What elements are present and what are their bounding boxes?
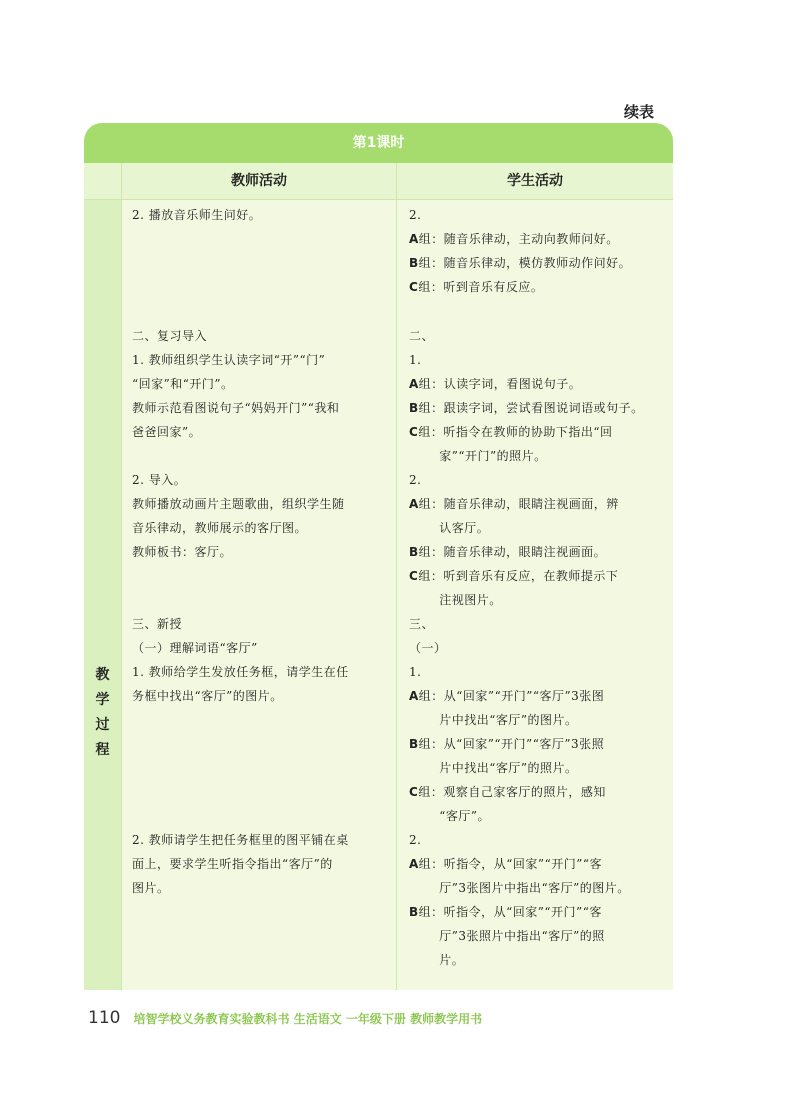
side-label-char: 学 (95, 692, 110, 708)
teacher-activity-3: 2. 导入。 教师播放动画片主题歌曲，组织学生随 音乐律动，教师展示的客厅图。 教师板书：客厅。 (132, 473, 345, 559)
side-label-char: 程 (95, 742, 110, 758)
student-activity-line: 片中找出“客厅”的照片。 (409, 761, 578, 775)
student-activity-4 (409, 612, 606, 828)
book-title: 培智学校义务教育实验教科书 生活语文 一年级下册 教师教学用书 (133, 1012, 483, 1026)
student-activity-line: B组：听指令，从“回家”“开门”“客 (409, 905, 602, 919)
continued-label: 续表 (623, 103, 654, 121)
student-activity-line: C组：听到音乐有反应，在教师提示下 (409, 569, 619, 583)
student-activity-line: B组：跟读字词，尝试看图说词语或句子。 (409, 401, 644, 415)
student-activity-line: 2. (409, 473, 422, 487)
student-activity-3 (409, 468, 619, 612)
student-activity-line: 1. (409, 353, 422, 367)
header-divider (84, 199, 673, 200)
student-activity-line: 三、 (409, 617, 435, 631)
teacher-activity-2: 二、复习导入 1. 教师组织学生认读字词“开”“门” “回家”和“开门”。 教师示范看图说句子“妈妈开门”“我和 爸爸回家”。 (132, 329, 340, 439)
teacher-activity-1: 2. 播放音乐师生问好。 (132, 208, 262, 222)
student-activity-line: 2. (409, 208, 422, 222)
student-activity-line: B组：随音乐律动，模仿教师动作问好。 (409, 256, 632, 270)
student-activity-line: 注视图片。 (409, 593, 502, 607)
student-activity-line: （一） (409, 641, 447, 655)
student-activity-line: “客厅”。 (409, 809, 490, 823)
column-divider (396, 163, 397, 990)
student-activity-line: 厅”3张照片中指出“客厅”的照 (409, 929, 605, 943)
student-activity-line: C组：观察自己家客厅的照片，感知 (409, 785, 606, 799)
student-activity-line: A组：随音乐律动，主动向教师问好。 (409, 232, 619, 246)
page-footer (88, 1008, 482, 1028)
header-student-activity: 学生活动 (507, 173, 563, 189)
student-activity-line: C组：听到音乐有反应。 (409, 280, 544, 294)
student-activity-line: B组：随音乐律动，眼睛注视画面。 (409, 545, 607, 559)
student-activity-5 (409, 828, 630, 972)
student-activity-line: 1. (409, 665, 422, 679)
student-activity-2 (409, 324, 644, 468)
table-title: 第1课时 (84, 123, 673, 163)
side-label-char: 过 (95, 717, 110, 733)
student-activity-line: A组：听指令，从“回家”“开门”“客 (409, 857, 602, 871)
column-divider (121, 163, 122, 990)
lesson-table (84, 123, 673, 990)
student-activity-line: 家”“开门”的照片。 (409, 449, 547, 463)
student-activity-line: A组：认读字词，看图说句子。 (409, 377, 582, 391)
side-label-char: 教 (95, 667, 110, 683)
side-column (84, 199, 121, 990)
page-number: 110 (88, 1008, 121, 1028)
student-activity-line: 片。 (409, 953, 465, 967)
teacher-activity-4: 三、新授 （一）理解词语“客厅” 1. 教师给学生发放任务框，请学生在任 务框中找出“客厅”的图片。 (132, 617, 349, 703)
table-header-row (84, 163, 673, 199)
student-activity-line: 二、 (409, 329, 435, 343)
side-label-teaching-process (84, 663, 121, 763)
student-activity-line: 2. (409, 833, 422, 847)
student-activity-line: B组：从“回家”“开门”“客厅”3张照 (409, 737, 605, 751)
student-activity-line: 厅”3张图片中指出“客厅”的图片。 (409, 881, 630, 895)
student-activity-line: 片中找出“客厅”的图片。 (409, 713, 578, 727)
student-activity-1 (409, 203, 631, 299)
student-activity-line: 认客厅。 (409, 521, 490, 535)
teacher-activity-5: 2. 教师请学生把任务框里的图平铺在桌 面上，要求学生听指令指出“客厅”的 图片。 (132, 833, 349, 895)
header-teacher-activity: 教师活动 (231, 173, 287, 189)
student-activity-line: A组：从“回家”“开门”“客厅”3张图 (409, 689, 605, 703)
student-activity-line: C组：听指令在教师的协助下指出“回 (409, 425, 613, 439)
student-activity-line: A组：随音乐律动，眼睛注视画面，辨 (409, 497, 619, 511)
